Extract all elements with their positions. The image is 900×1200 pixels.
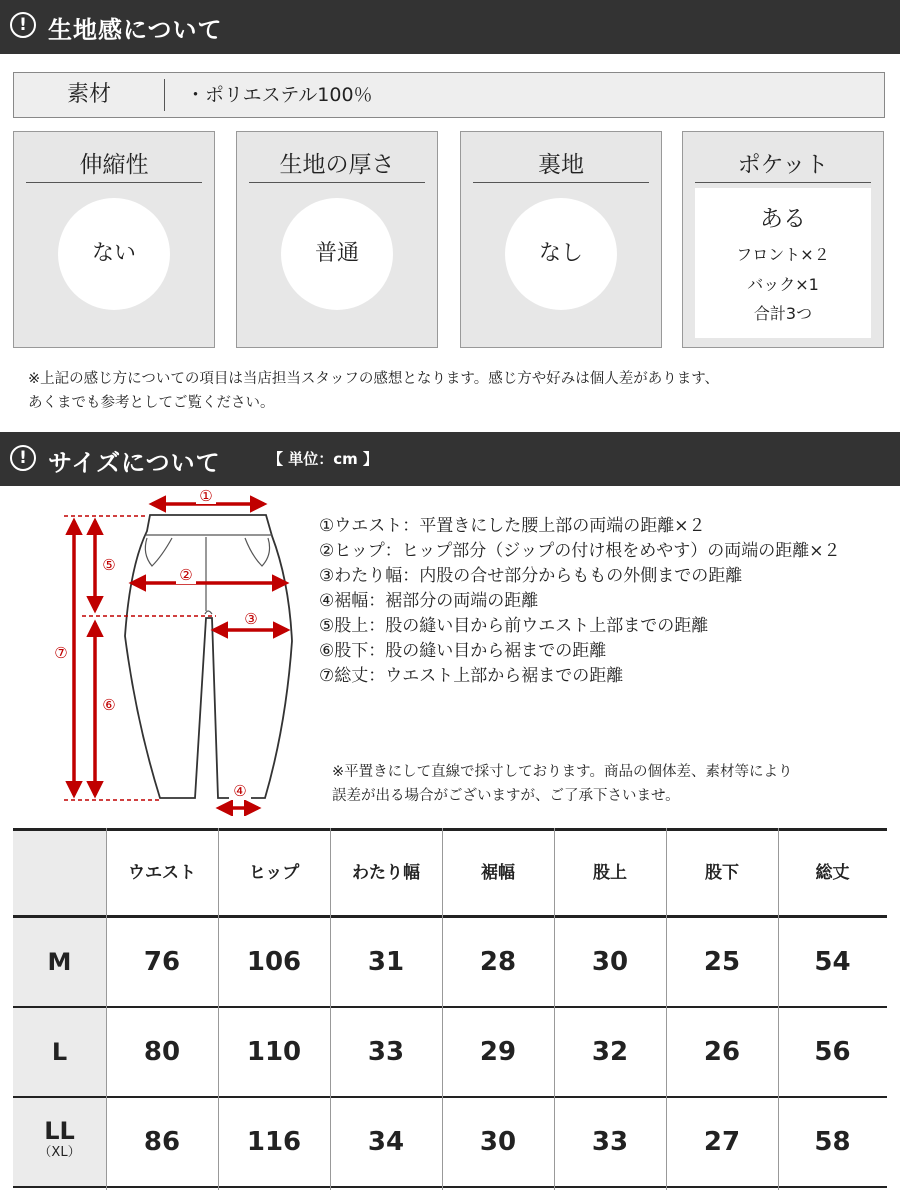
table-cell: 27 <box>703 1127 741 1157</box>
label-thigh: ③ <box>244 610 258 628</box>
note-line: ※平置きにして直線で採寸しております。商品の個体差、素材等により <box>332 764 793 780</box>
label-length: ⑦ <box>54 644 68 662</box>
lining-card <box>460 131 662 348</box>
size-section-header <box>0 432 900 486</box>
info-icon: ! <box>10 12 36 38</box>
table-cell: 116 <box>246 1127 302 1157</box>
size-alias: （XL） <box>38 1145 81 1160</box>
divider <box>249 182 425 183</box>
table-cell: 32 <box>591 1037 629 1067</box>
definition-item: ⑦総丈：ウエスト上部から裾までの距離 <box>319 666 624 686</box>
column-divider <box>330 828 331 1190</box>
column-divider <box>442 828 443 1190</box>
row-size-label <box>13 1098 106 1186</box>
card-title: 生地の厚さ <box>279 152 395 178</box>
row-size-label: M <box>13 918 106 1006</box>
label-hem: ④ <box>233 782 247 800</box>
divider <box>164 79 165 111</box>
table-cell: 56 <box>814 1037 851 1067</box>
table-cell: 30 <box>479 1127 517 1157</box>
pocket-detail-box <box>695 188 871 338</box>
texture-section-header <box>0 0 900 54</box>
note-line: 誤差が出る場合がございますが、ご了承下さいませ。 <box>332 788 680 804</box>
table-row <box>13 918 887 1008</box>
card-title: ポケット <box>737 152 829 178</box>
pocket-detail: 合計3つ <box>753 304 813 323</box>
row-size-label: L <box>13 1008 106 1096</box>
size-name: LL <box>44 1117 75 1145</box>
definition-item: ②ヒップ：ヒップ部分（ジップの付け根をめやす）の両端の距離×２ <box>319 541 841 561</box>
pocket-detail: バック×1 <box>747 275 819 294</box>
card-title: 裏地 <box>538 152 584 178</box>
label-rise: ⑤ <box>102 556 116 574</box>
divider <box>473 182 649 183</box>
definition-item: ⑥股下：股の縫い目から裾までの距離 <box>319 641 607 661</box>
header-cell: ウエスト <box>128 863 196 883</box>
card-value: なし <box>505 198 617 310</box>
note-line: ※上記の感じ方についての項目は当店担当スタッフの感想となります。感じ方や好みは個人差があります、 <box>28 371 720 387</box>
table-cell: 86 <box>143 1127 181 1157</box>
table-cell: 76 <box>143 947 181 977</box>
unit-label: 【 単位：cm 】 <box>268 450 378 468</box>
table-header-row <box>13 828 887 918</box>
size-note <box>332 760 793 808</box>
label-inseam: ⑥ <box>102 696 116 714</box>
pants-measurement-diagram <box>0 486 310 816</box>
stretch-card <box>13 131 215 348</box>
definition-item: ①ウエスト：平置きにした腰上部の両端の距離×２ <box>319 516 706 536</box>
divider <box>695 182 871 183</box>
section-title: サイズについて <box>48 449 221 477</box>
table-cell: 80 <box>143 1037 181 1067</box>
pocket-card <box>682 131 884 348</box>
table-cell: 29 <box>479 1037 517 1067</box>
pocket-detail: フロント×２ <box>736 245 830 264</box>
definition-item: ⑤股上：股の縫い目から前ウエスト上部までの距離 <box>319 616 709 636</box>
table-cell: 106 <box>246 947 302 977</box>
column-divider <box>778 828 779 1190</box>
material-label: 素材 <box>66 82 111 107</box>
info-icon: ! <box>10 445 36 471</box>
pocket-value: ある <box>760 206 806 232</box>
header-corner-cell <box>13 831 106 915</box>
table-cell: 33 <box>591 1127 629 1157</box>
header-cell: わたり幅 <box>352 863 420 883</box>
label-waist: ① <box>199 487 213 505</box>
card-title: 伸縮性 <box>79 152 149 178</box>
column-divider <box>218 828 219 1190</box>
material-value: ・ポリエステル100％ <box>186 84 373 106</box>
size-table <box>13 828 887 1190</box>
table-cell: 25 <box>703 947 741 977</box>
table-cell: 110 <box>246 1037 302 1067</box>
table-cell: 30 <box>591 947 629 977</box>
definition-item: ④裾幅：裾部分の両端の距離 <box>319 591 539 611</box>
section-title: 生地感について <box>48 16 223 44</box>
thickness-card <box>236 131 438 348</box>
column-divider <box>106 828 107 1190</box>
definition-item: ③わたり幅：内股の合せ部分からももの外側までの距離 <box>319 566 743 586</box>
table-cell: 54 <box>814 947 851 977</box>
header-cell: 股上 <box>593 863 627 883</box>
header-cell: ヒップ <box>248 863 300 883</box>
label-hip: ② <box>179 566 193 584</box>
material-row <box>13 72 885 118</box>
table-cell: 34 <box>367 1127 405 1157</box>
table-cell: 26 <box>703 1037 741 1067</box>
divider <box>26 182 202 183</box>
table-cell: 31 <box>367 947 405 977</box>
card-value: 普通 <box>281 198 393 310</box>
table-cell: 28 <box>479 947 517 977</box>
column-divider <box>666 828 667 1190</box>
table-row <box>13 1008 887 1098</box>
note-line: あくまでも参考としてご覧ください。 <box>28 395 275 411</box>
texture-note <box>28 367 719 415</box>
header-cell: 総丈 <box>815 863 850 883</box>
table-cell: 33 <box>367 1037 405 1067</box>
column-divider <box>554 828 555 1190</box>
table-row <box>13 1098 887 1188</box>
header-cell: 裾幅 <box>481 863 515 883</box>
card-value: ない <box>58 198 170 310</box>
table-cell: 58 <box>814 1127 851 1157</box>
header-cell: 股下 <box>705 863 739 883</box>
